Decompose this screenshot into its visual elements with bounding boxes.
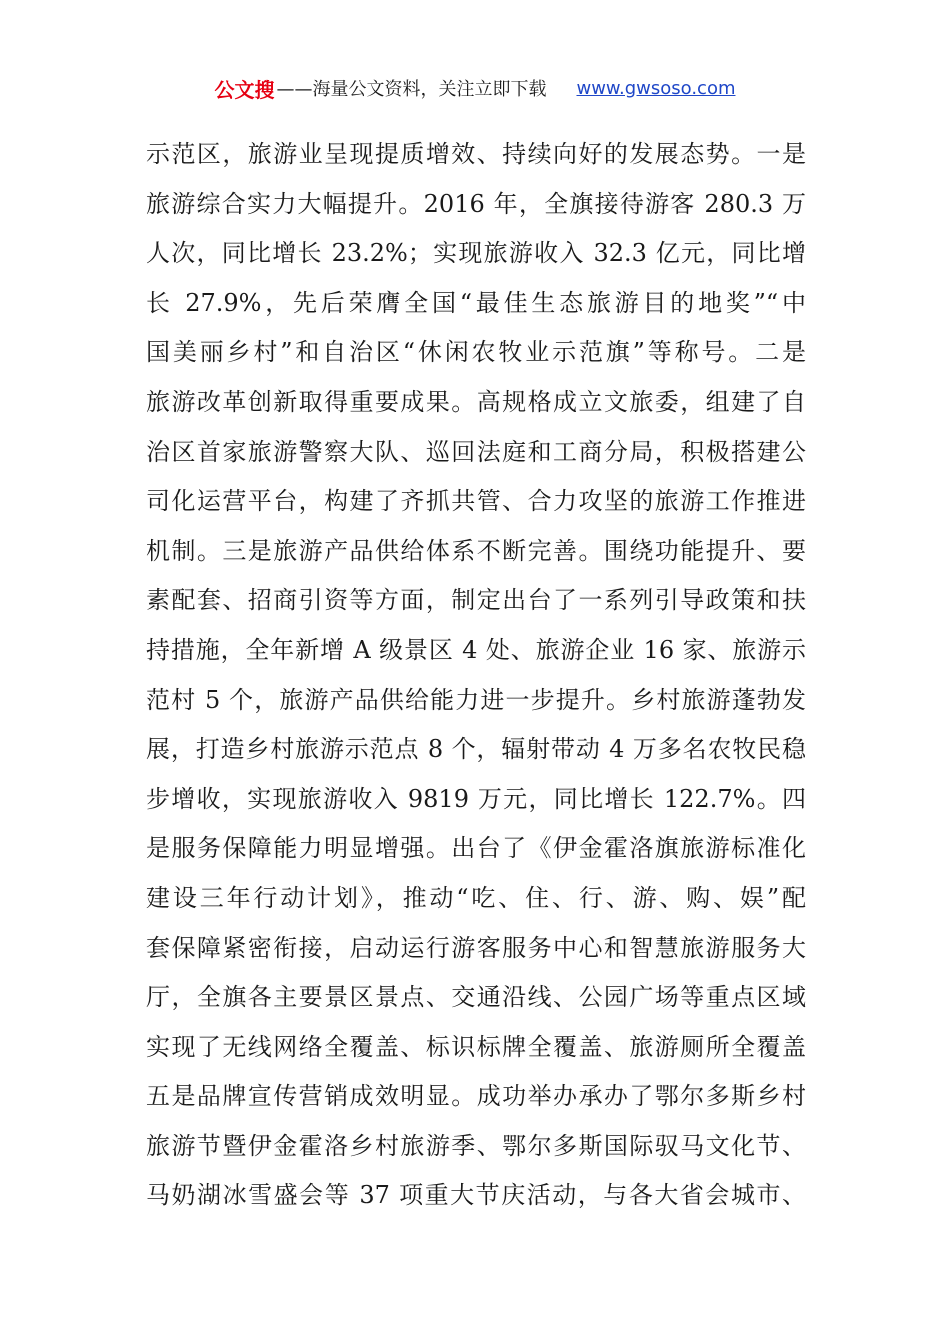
text-line: 素配套、招商引资等方面，制定出台了一系列引导政策和扶 [146, 586, 806, 615]
text-line: 是服务保障能力明显增强。出台了《伊金霍洛旗旅游标准化 [146, 834, 806, 863]
brand-logo-text: 公文搜 [214, 77, 275, 102]
text-line: 机制。三是旅游产品供给体系不断完善。围绕功能提升、要 [146, 536, 806, 565]
text-line: 治区首家旅游警察大队、巡回法庭和工商分局，积极搭建公 [146, 437, 806, 466]
text-line: 五是品牌宣传营销成效明显。成功举办承办了鄂尔多斯乡村 [146, 1082, 806, 1111]
website-link[interactable]: www.gwsoso.com [576, 77, 736, 99]
page-header [0, 70, 950, 106]
text-line: 步增收，实现旅游收入 9819 万元，同比增长 122.7%。四 [146, 784, 806, 813]
text-line: 厅，全旗各主要景区景点、交通沿线、公园广场等重点区域 [146, 983, 806, 1012]
text-line: 展，打造乡村旅游示范点 8 个，辐射带动 4 万多名农牧民稳 [146, 735, 806, 764]
text-line: 实现了无线网络全覆盖、标识标牌全覆盖、旅游厕所全覆盖 [146, 1032, 806, 1061]
document-body [146, 130, 806, 1221]
text-line: 旅游综合实力大幅提升。2016 年，全旗接待游客 280.3 万 [146, 189, 806, 218]
text-line: 国美丽乡村”和自治区“休闲农牧业示范旗”等称号。二是 [146, 338, 806, 367]
text-line: 套保障紧密衔接，启动运行游客服务中心和智慧旅游服务大 [146, 933, 806, 962]
text-line: 示范区，旅游业呈现提质增效、持续向好的发展态势。一是 [146, 140, 806, 168]
text-line: 范村 5 个，旅游产品供给能力进一步提升。乡村旅游蓬勃发 [146, 685, 806, 714]
text-line: 马奶湖冰雪盛会等 37 项重大节庆活动，与各大省会城市、 [146, 1181, 806, 1210]
text-line: 人次，同比增长 23.2%；实现旅游收入 32.3 亿元，同比增 [146, 239, 806, 268]
header-tagline: ——海量公文资料，关注立即下载 [276, 79, 547, 100]
text-line: 建设三年行动计划》，推动“吃、住、行、游、购、娱”配 [146, 883, 806, 912]
text-line: 司化运营平台，构建了齐抓共管、合力攻坚的旅游工作推进 [146, 487, 806, 516]
text-line: 持措施，全年新增 A 级景区 4 处、旅游企业 16 家、旅游示 [146, 635, 806, 664]
text-line: 旅游节暨伊金霍洛乡村旅游季、鄂尔多斯国际驭马文化节、 [146, 1131, 806, 1160]
text-line: 长 27.9%，先后荣膺全国“最佳生态旅游目的地奖”“中 [146, 288, 806, 317]
text-line: 旅游改革创新取得重要成果。高规格成立文旅委，组建了自 [146, 387, 806, 416]
